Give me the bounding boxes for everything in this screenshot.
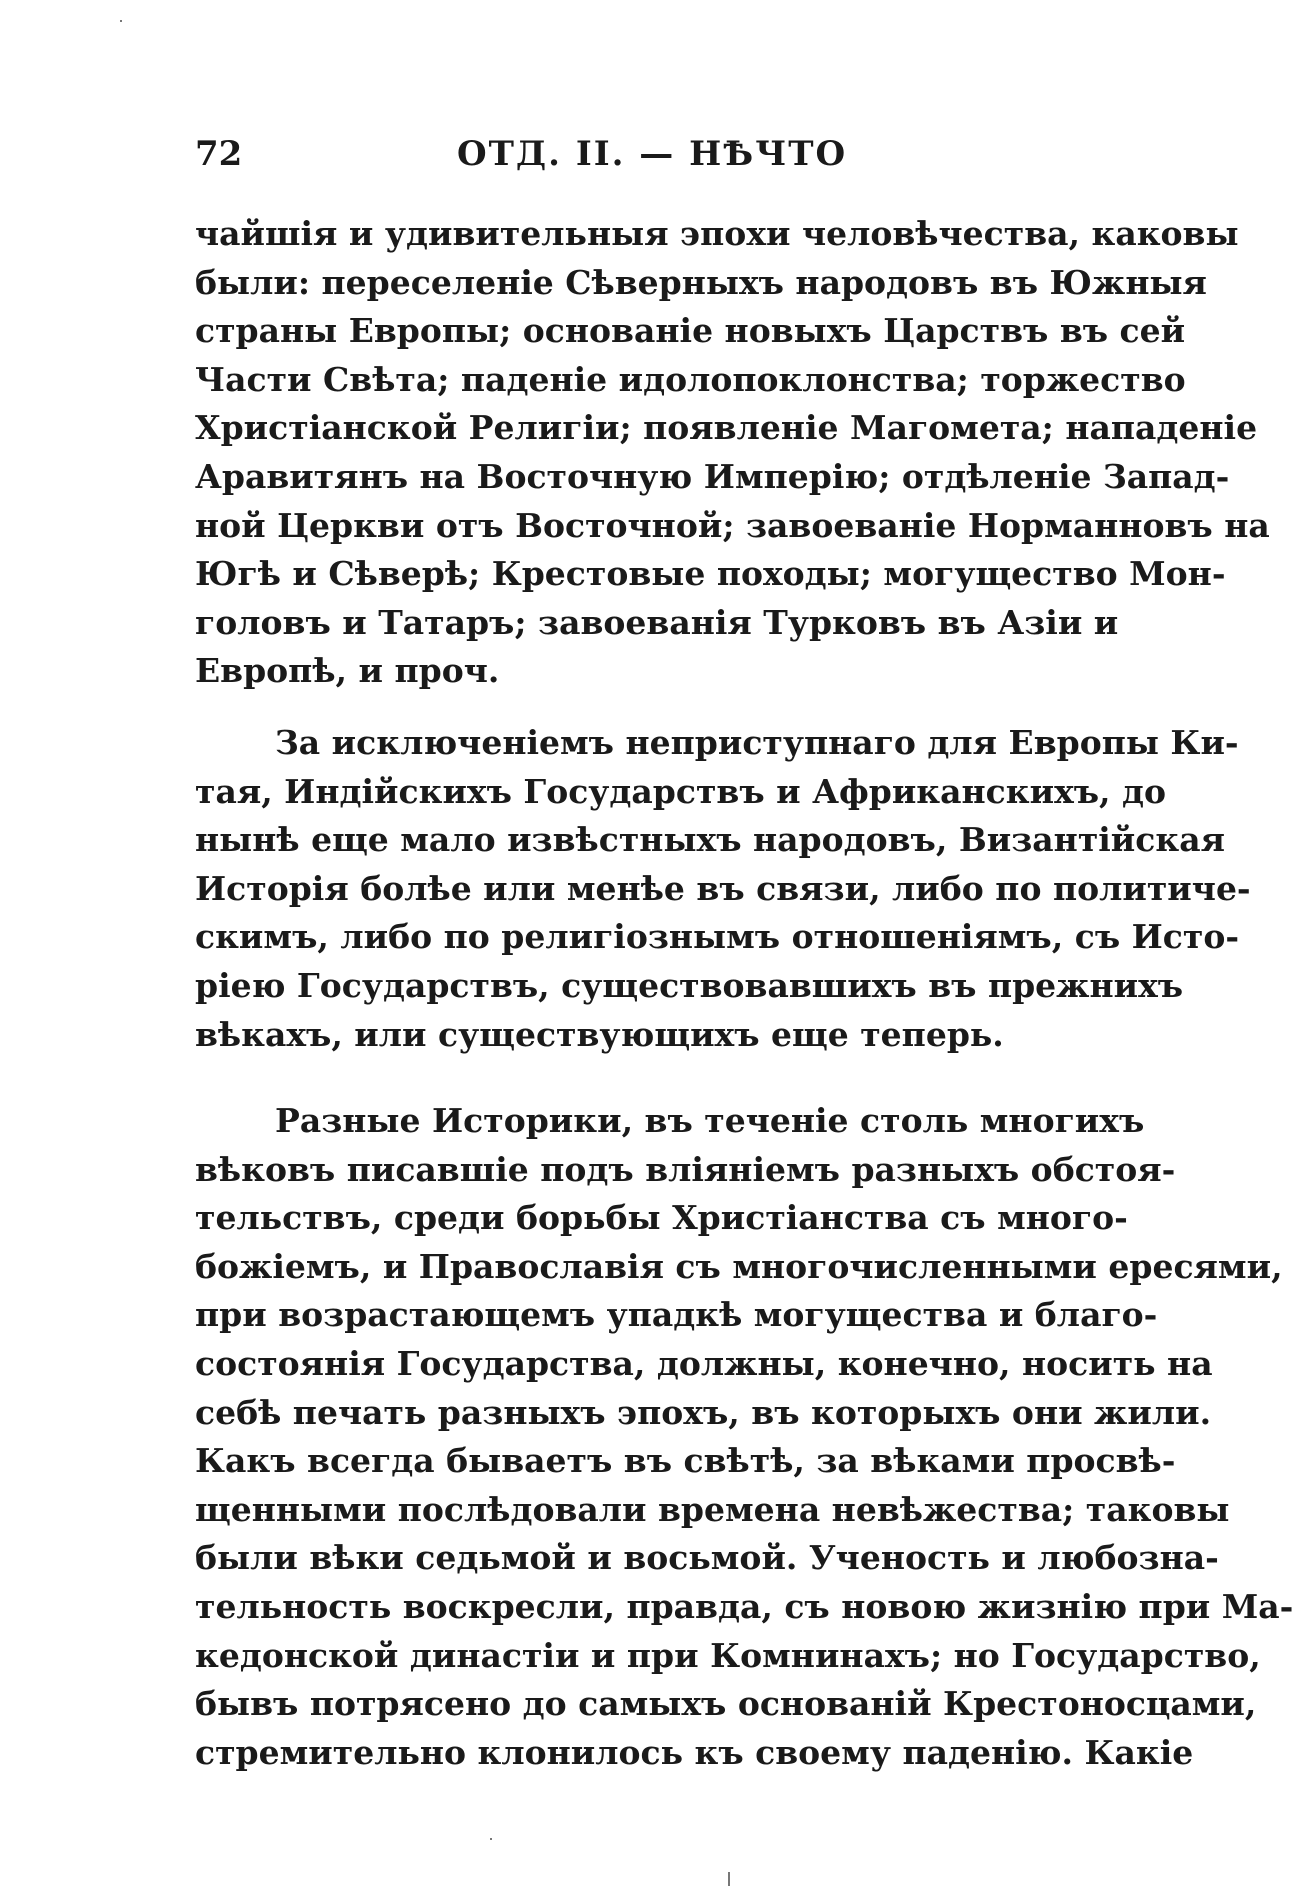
text-line: тая, Индійскихъ Государствъ и Африканскихъ, до — [195, 771, 1167, 811]
paragraph-gap — [195, 696, 1100, 719]
paragraph — [195, 210, 1270, 696]
paragraph — [195, 1097, 1293, 1777]
text-line: вѣкахъ, или существующихъ еще теперь. — [195, 1014, 1004, 1054]
text-line: ной Церкви отъ Восточной; завоеваніе Норманновъ на — [195, 505, 1270, 545]
paragraph-gap — [195, 1059, 1100, 1097]
scan-speck — [490, 1838, 492, 1840]
text-line: Разные Историки, въ теченіе столь многихъ — [275, 1101, 1145, 1141]
paragraph — [195, 719, 1251, 1059]
body-text — [195, 210, 1293, 1777]
text-line: состоянія Государства, должны, конечно, носить на — [195, 1344, 1213, 1384]
text-line: За исключеніемъ неприступнаго для Европы Ки- — [275, 722, 1239, 762]
text-line: Какъ всегда бываетъ въ свѣтѣ, за вѣками просвѣ- — [195, 1441, 1176, 1481]
text-line: бывъ потрясено до самыхъ основаній Крестоносцами, — [195, 1684, 1257, 1724]
text-line: себѣ печать разныхъ эпохъ, въ которыхъ они жили. — [195, 1392, 1212, 1432]
text-line: нынѣ еще мало извѣстныхъ народовъ, Византійская — [195, 820, 1225, 860]
text-line: стремительно клонилось къ своему паденію. Какіе — [195, 1732, 1194, 1772]
text-line: Части Свѣта; паденіе идолопоклонства; торжество — [195, 359, 1186, 399]
text-line: Исторія болѣе или менѣе въ связи, либо по политиче- — [195, 868, 1251, 908]
text-line: тельность воскресли, правда, съ новою жизнію при Ма- — [195, 1587, 1293, 1627]
text-line: Аравитянъ на Восточную Имперію; отдѣленіе Запад- — [195, 456, 1230, 496]
text-line: вѣковъ писавшіе подъ вліяніемъ разныхъ обстоя- — [195, 1149, 1176, 1189]
page-number: 72 — [195, 134, 243, 174]
scan-speck — [728, 1872, 730, 1886]
text-line: чайшія и удивительныя эпохи человѣчества, каковы — [195, 214, 1239, 253]
text-line: щенными послѣдовали времена невѣжества; таковы — [195, 1489, 1230, 1529]
text-line: при возрастающемъ упадкѣ могущества и благо- — [195, 1295, 1158, 1335]
text-line: божіемъ, и Православія съ многочисленными ересями, — [195, 1246, 1283, 1286]
page-header — [195, 134, 1095, 184]
text-line: скимъ, либо по религіознымъ отношеніямъ, съ Исто- — [195, 917, 1240, 957]
text-line: Югѣ и Сѣверѣ; Крестовые походы; могущество Мон- — [195, 554, 1226, 594]
text-line: Европѣ, и проч. — [195, 651, 500, 691]
text-line: ріею Государствъ, существовавшихъ въ прежнихъ — [195, 965, 1184, 1005]
text-line: головъ и Татаръ; завоеванія Турковъ въ Азіи и — [195, 602, 1119, 642]
running-head: ОТД. II. — НѢЧТО — [457, 134, 848, 174]
text-line: тельствъ, среди борьбы Христіанства съ много- — [195, 1198, 1128, 1238]
text-line: Христіанской Религіи; появленіе Магомета; нападеніе — [195, 408, 1258, 448]
text-line: были: переселеніе Сѣверныхъ народовъ въ Южныя — [195, 262, 1207, 302]
text-line: были вѣки седьмой и восьмой. Ученость и любозна- — [195, 1538, 1219, 1578]
scan-speck — [120, 20, 122, 22]
text-line: кедонской династіи и при Комнинахъ; но Государство, — [195, 1635, 1261, 1675]
text-line: страны Европы; основаніе новыхъ Царствъ въ сей — [195, 311, 1186, 351]
